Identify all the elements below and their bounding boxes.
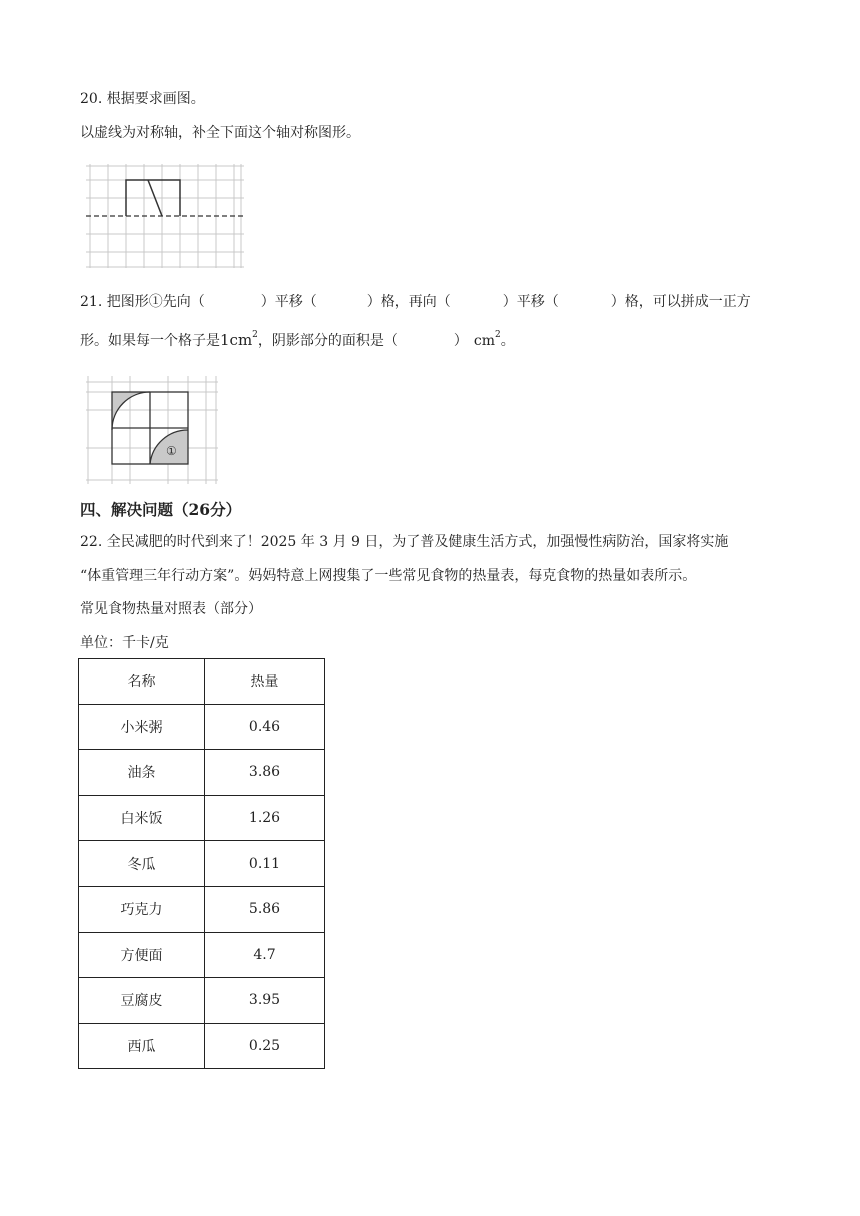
section-4-heading: 四、解决问题（26分） xyxy=(80,500,242,519)
table-row xyxy=(79,932,325,978)
q22-paragraph-line2: “体重管理三年行动方案”。妈妈特意上网搜集了一些常见食物的热量表，每克食物的热量如表所示。 xyxy=(80,568,697,584)
table-row xyxy=(79,750,325,796)
food-name: 白米饭 xyxy=(79,795,205,841)
table-header-row xyxy=(79,659,325,705)
q21-text-2end: 。 xyxy=(500,333,515,349)
food-calories: 4.7 xyxy=(205,932,325,978)
q20-title: 20. 根据要求画图。 xyxy=(80,91,205,107)
food-calories: 0.11 xyxy=(205,841,325,887)
table-row xyxy=(79,886,325,932)
q21-text-2c: ） xyxy=(453,333,468,349)
q21-line1 xyxy=(80,291,751,311)
table-row xyxy=(79,795,325,841)
unit-superscript: 2 xyxy=(252,330,258,341)
q21-text-1a: 21. 把图形①先向（ xyxy=(80,294,205,310)
q20-instruction: 以虚线为对称轴，补全下面这个轴对称图形。 xyxy=(80,125,360,141)
q21-text-1d: ）平移（ xyxy=(502,294,559,310)
shape-1-label: ① xyxy=(166,444,177,458)
food-calories: 3.95 xyxy=(205,978,325,1024)
food-calories: 0.46 xyxy=(205,704,325,750)
unit-1cm: 1cm xyxy=(220,331,253,349)
header-calories: 热量 xyxy=(205,659,325,705)
q21-text-1b: ）平移（ xyxy=(260,294,317,310)
food-name: 豆腐皮 xyxy=(79,978,205,1024)
food-calories: 5.86 xyxy=(205,886,325,932)
q21-text-1e: ）格，可以拼成一正方 xyxy=(610,294,751,310)
table-row xyxy=(79,841,325,887)
table-row xyxy=(79,704,325,750)
q22-table-title: 常见食物热量对照表（部分） xyxy=(80,601,262,617)
q21-text-2a: 形。如果每一个格子是 xyxy=(80,333,220,349)
q21-text-2b: ，阴影部分的面积是（ xyxy=(257,333,398,349)
food-calories: 1.26 xyxy=(205,795,325,841)
food-calories: 3.86 xyxy=(205,750,325,796)
food-name: 小米粥 xyxy=(79,704,205,750)
food-calories: 0.25 xyxy=(205,1023,325,1069)
q22-table-unit: 单位：千卡/克 xyxy=(80,635,169,651)
food-name: 西瓜 xyxy=(79,1023,205,1069)
food-name: 冬瓜 xyxy=(79,841,205,887)
food-name: 巧克力 xyxy=(79,886,205,932)
q20-symmetry-grid-figure xyxy=(86,164,246,270)
unit-cm-superscript: 2 xyxy=(495,330,501,341)
food-name: 油条 xyxy=(79,750,205,796)
table-row xyxy=(79,978,325,1024)
table-row xyxy=(79,1023,325,1069)
food-calorie-table xyxy=(78,658,325,1069)
unit-cm: cm xyxy=(473,333,496,349)
q21-text-1c: ）格，再向（ xyxy=(366,294,451,310)
header-name: 名称 xyxy=(79,659,205,705)
food-name: 方便面 xyxy=(79,932,205,978)
q21-square-puzzle-figure xyxy=(86,376,220,486)
q22-paragraph-line1: 22. 全民减肥的时代到来了！2025 年 3 月 9 日，为了普及健康生活方式，加强慢性病防治，国家将实施 xyxy=(80,534,729,550)
q21-line2 xyxy=(80,330,515,350)
